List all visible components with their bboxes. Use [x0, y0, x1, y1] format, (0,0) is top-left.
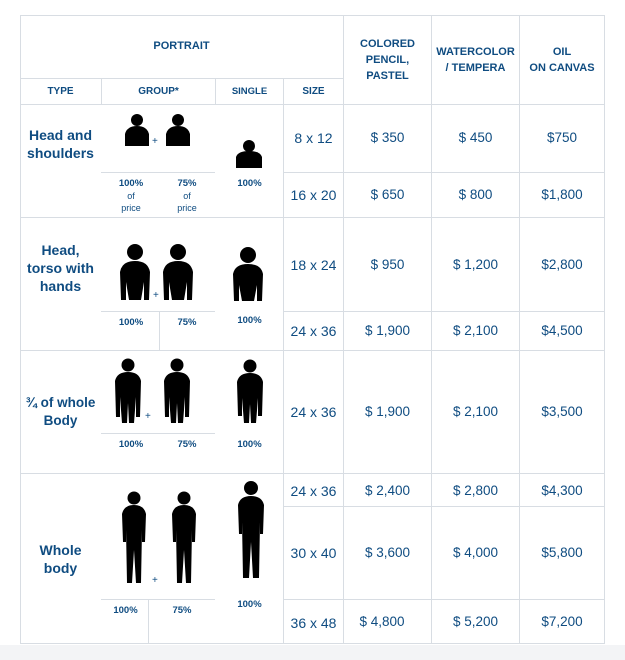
type-header: TYPE — [47, 86, 74, 97]
type-label-head-torso-hands: Head, torso with hands — [27, 242, 94, 294]
price-colored-pencil: $ 950 — [370, 257, 405, 272]
size-cell: 16 x 20 — [290, 187, 337, 203]
head-shoulders-silhouette-icon — [234, 138, 264, 168]
type-label-three-quarter-body: ¾ of whole Body — [25, 395, 96, 428]
grid-line — [20, 473, 605, 474]
price-oil: $3,500 — [541, 404, 583, 419]
grid-line — [283, 599, 605, 600]
oil-header: OIL ON CANVAS — [529, 46, 595, 74]
group-percent-additional: 75% of price — [177, 178, 197, 213]
group-percent-first: 100% — [118, 317, 144, 328]
grid-line — [20, 15, 605, 16]
price-watercolor: $ 1,200 — [452, 257, 499, 272]
price-colored-pencil: $ 650 — [370, 187, 405, 202]
watercolor-header: WATERCOLOR / TEMPERA — [436, 46, 515, 74]
price-colored-pencil: $ 1,900 — [364, 323, 411, 338]
size-cell: 30 x 40 — [290, 545, 337, 561]
grid-line — [20, 643, 605, 644]
portrait-header: PORTRAIT — [153, 40, 210, 52]
price-oil: $4,500 — [541, 323, 583, 338]
single-percent: 100% — [237, 599, 262, 610]
three-quarter-body-silhouette-icon — [233, 358, 267, 424]
price-colored-pencil: $ 2,400 — [364, 483, 411, 498]
grid-line — [604, 15, 605, 643]
price-colored-pencil: $ 3,600 — [364, 545, 411, 560]
group-percent-first: 100% — [118, 439, 144, 450]
type-label-whole-body: Whole body — [39, 542, 82, 576]
price-oil: $5,800 — [541, 545, 583, 560]
grid-line — [20, 217, 605, 218]
group-percent-additional: 75% — [177, 317, 197, 328]
grid-line — [20, 104, 605, 105]
footer-strip — [0, 645, 625, 660]
size-cell: 24 x 36 — [290, 323, 337, 339]
size-cell: 24 x 36 — [290, 404, 337, 420]
single-percent: 100% — [237, 315, 262, 326]
single-percent: 100% — [237, 178, 262, 189]
grid-line — [101, 311, 215, 312]
price-watercolor: $ 2,800 — [452, 483, 499, 498]
whole-body-silhouette-icon — [233, 480, 269, 580]
grid-line — [101, 433, 215, 434]
group-header: GROUP* — [138, 86, 179, 97]
price-watercolor: $ 5,200 — [452, 614, 499, 629]
price-oil: $750 — [546, 130, 578, 145]
size-header: SIZE — [302, 86, 325, 97]
size-cell: 18 x 24 — [290, 257, 337, 273]
price-oil: $1,800 — [541, 187, 583, 202]
colored-pencil-header: COLORED PENCIL, PASTEL — [360, 38, 415, 82]
price-oil: $2,800 — [541, 257, 583, 272]
grid-line — [101, 599, 215, 600]
price-oil: $4,300 — [541, 483, 583, 498]
price-colored-pencil: $ 4,800 — [359, 614, 405, 629]
group-percent-first: 100% — [113, 605, 138, 616]
price-watercolor: $ 2,100 — [452, 404, 499, 419]
whole-body-silhouette-icon — [118, 490, 202, 586]
size-cell: 24 x 36 — [290, 483, 337, 499]
grid-line — [283, 311, 605, 312]
group-percent-first: 100% of price — [118, 178, 144, 213]
grid-line — [20, 78, 343, 79]
grid-line — [283, 172, 605, 173]
price-colored-pencil: $ 1,900 — [364, 404, 411, 419]
group-percent-additional: 75% — [172, 605, 192, 616]
price-oil: $7,200 — [541, 614, 583, 629]
head-shoulders-silhouette-icon — [124, 112, 194, 148]
price-watercolor: $ 800 — [458, 187, 493, 202]
single-header: SINGLE — [231, 86, 268, 97]
plus-sign: + — [152, 575, 158, 586]
group-percent-additional: 75% — [177, 439, 197, 450]
torso-silhouette-icon — [230, 245, 266, 303]
price-watercolor: $ 2,100 — [452, 323, 499, 338]
price-colored-pencil: $ 350 — [370, 130, 405, 145]
single-percent: 100% — [237, 439, 262, 450]
type-label-head-shoulders: Head and shoulders — [27, 127, 94, 161]
plus-sign: + — [145, 411, 151, 422]
grid-line — [101, 172, 215, 173]
size-cell: 36 x 48 — [290, 615, 337, 631]
plus-sign: + — [153, 290, 159, 301]
plus-sign: + — [152, 136, 158, 147]
grid-line — [283, 506, 605, 507]
price-watercolor: $ 450 — [458, 130, 493, 145]
price-watercolor: $ 4,000 — [452, 545, 499, 560]
grid-line — [20, 350, 605, 351]
three-quarter-body-silhouette-icon — [110, 357, 196, 425]
size-cell: 8 x 12 — [294, 130, 333, 146]
